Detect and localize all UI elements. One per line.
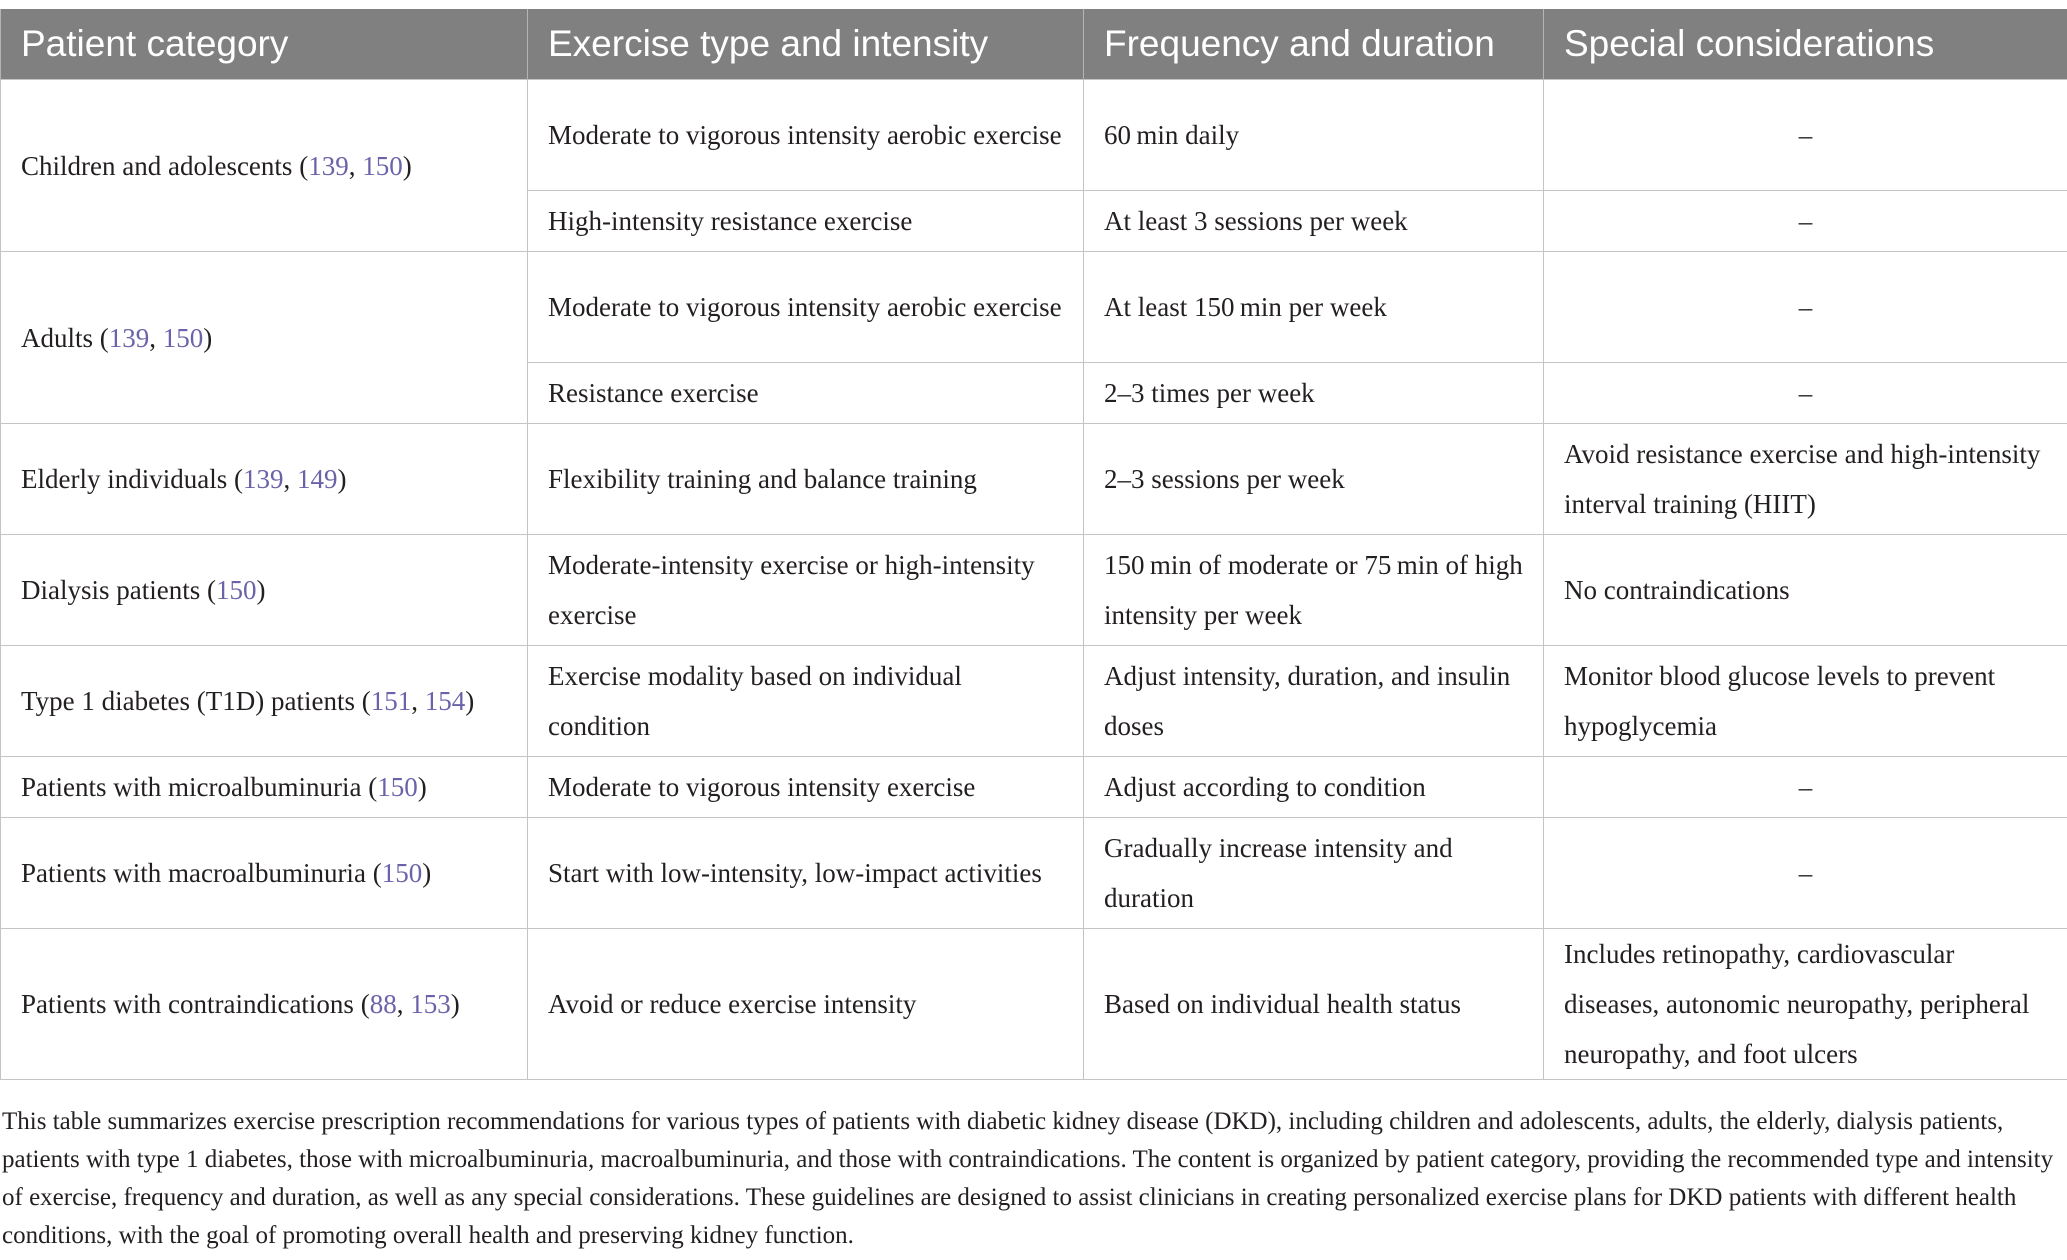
patient-category-cell: Children and adolescents (139, 150) [1,80,528,252]
frequency-duration-cell: At least 150 min per week [1084,252,1544,363]
table-row [1,818,2067,929]
patient-category-label: Type 1 diabetes (T1D) patients [21,686,356,716]
frequency-duration-cell: 150 min of moderate or 75 min of high intensity per week [1084,535,1544,646]
header-patient-category: Patient category [1,9,528,80]
patient-category-label: Elderly individuals [21,464,228,494]
reference-link[interactable]: 139 [108,322,150,353]
reference-link[interactable]: 149 [296,464,338,494]
exercise-type-cell: Resistance exercise [528,363,1084,424]
patient-category-label: Patients with macroalbuminuria [21,858,366,888]
frequency-duration-cell: 60 min daily [1084,80,1544,191]
frequency-duration-cell: 2–3 times per week [1084,363,1544,424]
table-row [1,646,2067,757]
exercise-type-cell: Moderate to vigorous intensity aerobic exercise [528,252,1084,363]
frequency-duration-cell: Gradually increase intensity and duration [1084,818,1544,929]
exercise-type-cell: High-intensity resistance exercise [528,191,1084,252]
exercise-type-cell: Flexibility training and balance training [528,424,1084,535]
header-exercise-type: Exercise type and intensity [528,9,1084,80]
table-row [1,424,2067,535]
patient-category-label: Adults [21,322,94,353]
special-considerations-cell: Includes retinopathy, cardiovascular diseases, autonomic neuropathy, peripheral neuropathy, and foot ulcers [1544,929,2067,1080]
exercise-type-cell: Start with low-intensity, low-impact activities [528,818,1084,929]
patient-category-label: Patients with microalbuminuria [21,772,362,802]
table-row [1,535,2067,646]
special-considerations-cell: Monitor blood glucose levels to prevent hypoglycemia [1544,646,2067,757]
reference-link[interactable]: 150 [377,772,418,802]
reference-link[interactable]: 151 [370,686,412,716]
special-considerations-cell: – [1544,363,2067,424]
reference-link[interactable]: 154 [424,686,466,716]
reference-link[interactable]: 150 [215,575,257,605]
frequency-duration-cell: 2–3 sessions per week [1084,424,1544,535]
patient-category-label: Patients with contraindications [21,989,354,1019]
patient-category-cell: Type 1 diabetes (T1D) patients (151, 154) [1,646,528,757]
reference-link[interactable]: 139 [242,464,284,494]
header-frequency-duration: Frequency and duration [1084,9,1544,80]
table-row [1,252,2067,363]
special-considerations-cell: – [1544,252,2067,363]
patient-category-cell: Elderly individuals (139, 149) [1,424,528,535]
exercise-type-cell: Moderate to vigorous intensity aerobic exercise [528,80,1084,191]
reference-link[interactable]: 153 [410,989,451,1019]
exercise-type-cell: Exercise modality based on individual condition [528,646,1084,757]
frequency-duration-cell: Adjust according to condition [1084,757,1544,818]
special-considerations-cell: – [1544,80,2067,191]
reference-link[interactable]: 139 [308,150,349,181]
patient-category-cell: Patients with microalbuminuria (150) [1,757,528,818]
reference-link[interactable]: 150 [162,322,204,353]
special-considerations-cell: No contraindications [1544,535,2067,646]
table-row [1,80,2067,191]
table-body [1,80,2067,1080]
exercise-type-cell: Moderate-intensity exercise or high-intensity exercise [528,535,1084,646]
exercise-recommendation-table [0,9,2067,1080]
exercise-type-cell: Moderate to vigorous intensity exercise [528,757,1084,818]
frequency-duration-cell: Based on individual health status [1084,929,1544,1080]
table-header-row [1,9,2067,80]
special-considerations-cell: – [1544,191,2067,252]
table-caption: This table summarizes exercise prescription recommendations for various types of patients with diabetic kidney disease (DKD), including children and adolescents, adults, the elderly, dialysis patients, patients with type 1 diabetes, those with microalbuminuria, macroalbuminuria, and those with contraindications. The content is organized by patient category, providing the recommended type and intensity of exercise, frequency and duration, as well as any special considerations. These guidelines are designed to assist clinicians in creating personalized exercise plans for DKD patients with different health conditions, with the goal of promoting overall health and preserving kidney function. [2,1108,2054,1249]
patient-category-cell: Adults (139, 150) [1,252,528,424]
special-considerations-cell: – [1544,818,2067,929]
reference-link[interactable]: 150 [362,150,403,181]
special-considerations-cell: Avoid resistance exercise and high-intensity interval training (HIIT) [1544,424,2067,535]
exercise-type-cell: Avoid or reduce exercise intensity [528,929,1084,1080]
table-row [1,757,2067,818]
frequency-duration-cell: Adjust intensity, duration, and insulin doses [1084,646,1544,757]
patient-category-cell: Patients with contraindications (88, 153) [1,929,528,1080]
patient-category-cell: Dialysis patients (150) [1,535,528,646]
table-row [1,929,2067,1080]
patient-category-cell: Patients with macroalbuminuria (150) [1,818,528,929]
patient-category-label: Dialysis patients [21,575,201,605]
patient-category-label: Children and adolescents [21,150,293,181]
reference-link[interactable]: 88 [369,989,397,1019]
special-considerations-cell: – [1544,757,2067,818]
header-special-considerations: Special considerations [1544,9,2067,80]
frequency-duration-cell: At least 3 sessions per week [1084,191,1544,252]
reference-link[interactable]: 150 [381,858,423,888]
